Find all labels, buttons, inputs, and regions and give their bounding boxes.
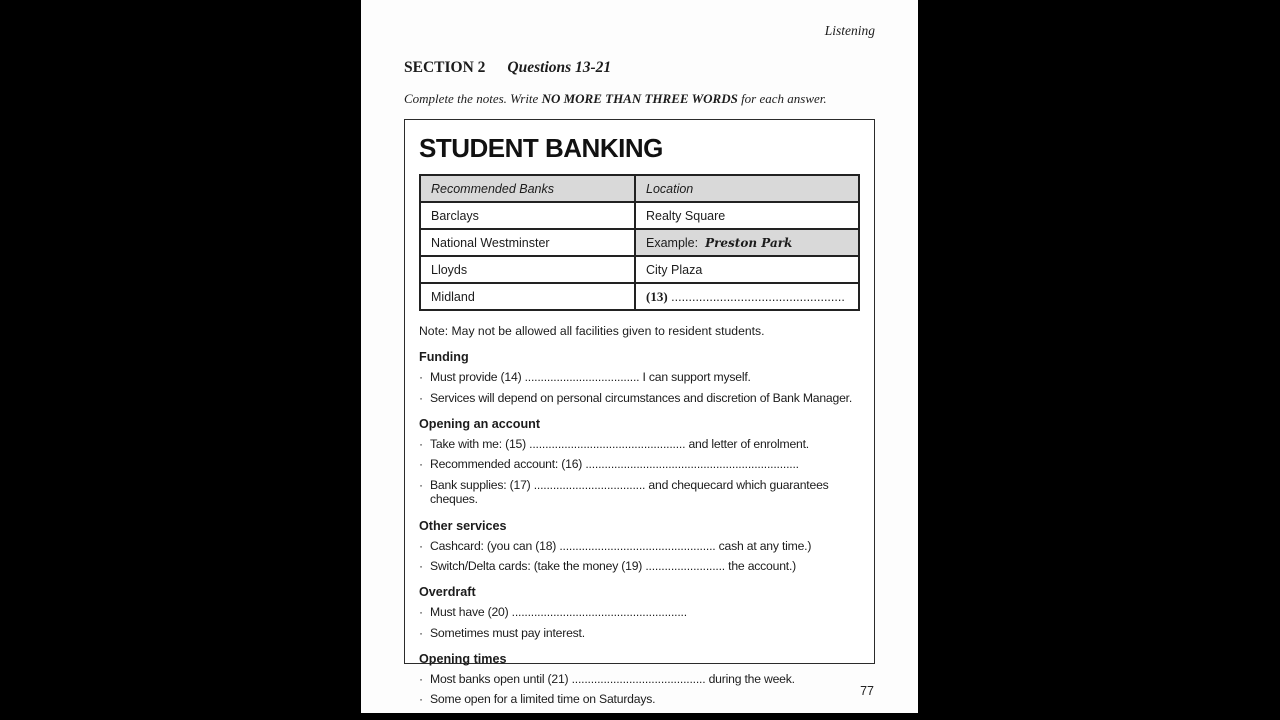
note-item-text: Services will depend on personal circumstances and discretion of Bank Manager. xyxy=(430,390,853,405)
note-item-text: Some open for a limited time on Saturdays. xyxy=(430,692,656,707)
section-heading-funding: Funding xyxy=(419,350,469,365)
note-item xyxy=(419,437,860,451)
bullet-glyph: · xyxy=(419,457,423,472)
table-row xyxy=(420,202,859,229)
section-label: SECTION 2 xyxy=(404,59,486,76)
bullet-glyph: · xyxy=(419,558,423,573)
table-row xyxy=(420,283,859,310)
question-13-cell xyxy=(635,283,859,310)
note-line: Note: May not be allowed all facilities given to resident students. xyxy=(419,324,765,338)
note-item-text: Cashcard: (you can (18) ................................................. cash at any time.) xyxy=(430,538,812,553)
location-cell: City Plaza xyxy=(635,256,859,283)
note-item xyxy=(419,370,860,384)
section-heading-opening-times: Opening times xyxy=(419,652,507,667)
section-heading-overdraft: Overdraft xyxy=(419,585,476,600)
banks-table xyxy=(419,174,860,311)
running-header xyxy=(404,0,875,39)
column-header-banks: Recommended Banks xyxy=(420,175,635,202)
note-item-text: Most banks open until (21) .......................................... during the week. xyxy=(430,672,795,687)
running-header-label: Listening xyxy=(824,23,875,38)
bullet-glyph: · xyxy=(419,605,423,620)
section-title xyxy=(404,59,875,77)
example-value: Preston Park xyxy=(705,235,793,250)
note-item xyxy=(419,626,860,640)
note-item-text: Must have (20) ....................................................... xyxy=(430,605,687,620)
location-example-cell xyxy=(635,229,859,256)
bullet-glyph: · xyxy=(419,672,423,687)
bank-cell: National Westminster xyxy=(420,229,635,256)
bullet-glyph: · xyxy=(419,370,423,385)
note-item-text: Switch/Delta cards: (take the money (19) ......................... the account.) xyxy=(430,558,797,573)
note-item xyxy=(419,559,860,573)
bullet-glyph: · xyxy=(419,538,423,553)
table-header-row xyxy=(420,175,859,202)
note-item xyxy=(419,457,860,471)
instruction-pre: Complete the notes. Write xyxy=(404,91,542,106)
document-page xyxy=(361,0,918,713)
bank-cell: Barclays xyxy=(420,202,635,229)
note-item-text: Must provide (14) .................................... I can support myself. xyxy=(430,370,751,385)
note-item xyxy=(419,478,860,507)
bullet-glyph: · xyxy=(419,692,423,707)
bank-cell: Lloyds xyxy=(420,256,635,283)
instruction-post: for each answer. xyxy=(737,91,827,106)
note-item-text: Recommended account: (16) ................................................................... xyxy=(430,457,799,472)
table-row xyxy=(420,256,859,283)
instruction-line xyxy=(404,91,875,107)
note-item xyxy=(419,692,860,706)
note-item xyxy=(419,539,860,553)
question-13-blank: .................................................. xyxy=(667,289,845,304)
bullet-glyph: · xyxy=(419,436,423,451)
section-heading-opening-account: Opening an account xyxy=(419,416,541,431)
section-heading-other-services: Other services xyxy=(419,518,507,533)
note-item xyxy=(419,391,860,405)
bullet-glyph: · xyxy=(419,625,423,640)
note-item-text: Bank supplies: (17) ................................... and chequecard which guarantees cheques. xyxy=(430,477,829,507)
note-item-text: Take with me: (15) ................................................. and letter of enrolment. xyxy=(430,436,809,451)
bullet-glyph: · xyxy=(419,477,423,492)
table-row xyxy=(420,229,859,256)
notes-title: STUDENT BANKING xyxy=(419,133,663,163)
note-item-text: Sometimes must pay interest. xyxy=(430,625,585,640)
example-label: Example: xyxy=(646,235,699,250)
bank-cell: Midland xyxy=(420,283,635,310)
note-item xyxy=(419,672,860,686)
column-header-location: Location xyxy=(635,175,859,202)
note-item xyxy=(419,605,860,619)
location-cell: Realty Square xyxy=(635,202,859,229)
question-13-number: (13) xyxy=(646,288,668,304)
questions-range: Questions 13-21 xyxy=(507,59,612,76)
page-number: 77 xyxy=(860,684,874,698)
instruction-bold: NO MORE THAN THREE WORDS xyxy=(541,91,738,106)
bullet-glyph: · xyxy=(419,390,423,405)
